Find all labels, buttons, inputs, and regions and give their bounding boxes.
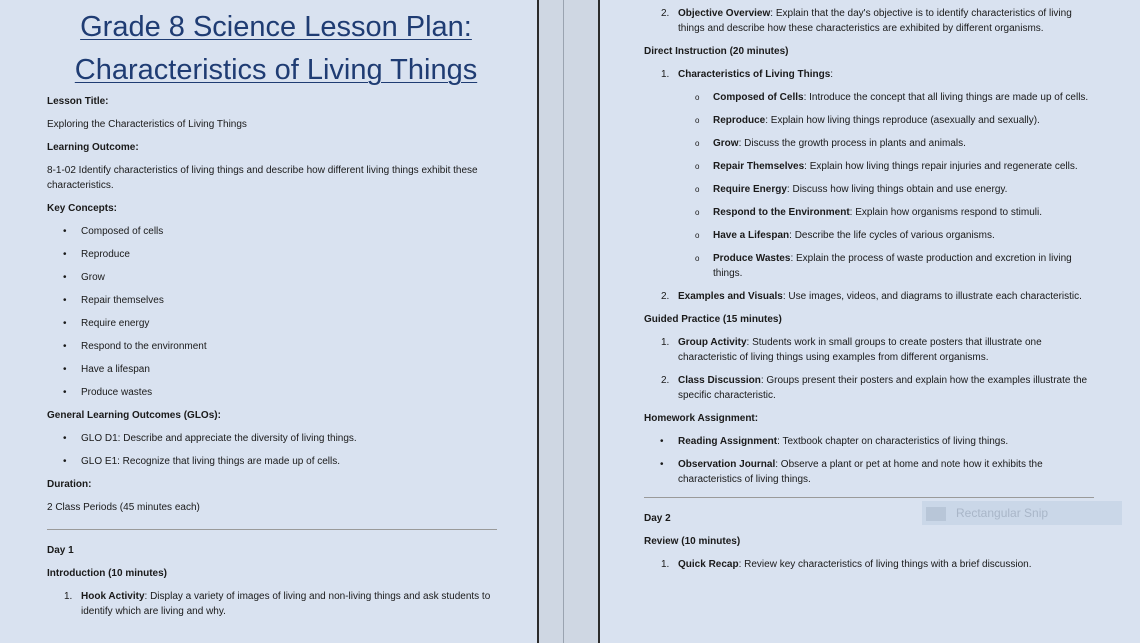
circle-bullet-icon: o [695, 139, 700, 148]
item-number: 1. [661, 69, 670, 80]
item-text: : Describe the life cycles of various organisms. [789, 230, 995, 241]
list-item: • Composed of cells [47, 224, 497, 239]
homework-label: Homework Assignment: [644, 413, 759, 424]
list-item [644, 67, 1094, 82]
direct-instruction-label: Direct Instruction (20 minutes) [644, 46, 789, 57]
list-item: • Produce wastes [47, 385, 497, 400]
key-concepts-list [47, 224, 497, 400]
review-list [644, 557, 1094, 572]
guided-practice-label: Guided Practice (15 minutes) [644, 314, 782, 325]
item-text: : Display a variety of images of living and non-living things and ask students to identify which are living and why. [81, 591, 491, 617]
lesson-title-label: Lesson Title: [47, 96, 109, 107]
item-text: : Introduce the concept that all living things are made up of cells. [803, 92, 1089, 103]
lesson-title-value: Exploring the Characteristics of Living Things [47, 119, 247, 130]
list-item [644, 251, 1094, 281]
guided-practice-list [644, 335, 1094, 403]
list-item [644, 373, 1094, 403]
list-item [644, 159, 1094, 174]
circle-bullet-icon: o [695, 185, 700, 194]
list-item [644, 434, 1094, 449]
list-item [644, 205, 1094, 220]
list-item: • Require energy [47, 316, 497, 331]
list-item [644, 335, 1094, 365]
item-bold-label: Quick Recap [678, 559, 739, 570]
item-number: 1. [661, 337, 670, 348]
list-item [644, 289, 1094, 304]
introduction-list [47, 589, 497, 619]
snip-icon [926, 507, 946, 521]
glos-list [47, 431, 497, 469]
item-number: 1. [64, 591, 73, 602]
duration-value: 2 Class Periods (45 minutes each) [47, 502, 200, 513]
direct-instruction-list [644, 67, 1094, 82]
list-item [644, 6, 1094, 36]
list-item: • GLO E1: Recognize that living things are made up of cells. [47, 454, 497, 469]
learning-outcome-value: 8-1-02 Identify characteristics of living things and describe how different living things exhibit these characteristics. [47, 165, 478, 191]
list-item [644, 182, 1094, 197]
duration-label: Duration: [47, 479, 92, 490]
list-item: • Repair themselves [47, 293, 497, 308]
snip-watermark [922, 501, 1122, 525]
list-item [644, 228, 1094, 243]
item-bold-label: Examples and Visuals [678, 291, 783, 302]
item-bold-label: Grow [713, 138, 739, 149]
circle-bullet-icon: o [695, 231, 700, 240]
item-text: : Discuss how living things obtain and use energy. [786, 184, 1008, 195]
list-item [644, 136, 1094, 151]
title-line-2: Characteristics of Living Things [74, 54, 478, 86]
item-bold-label: Repair Themselves [713, 161, 805, 172]
gutter-line [563, 0, 564, 643]
document-title [47, 6, 505, 92]
list-item: • Have a lifespan [47, 362, 497, 377]
list-item: • Reproduce [47, 247, 497, 262]
watermark-label: Rectangular Snip [956, 506, 1049, 520]
item-bold-label: Objective Overview [678, 8, 771, 19]
item-bold-label: Characteristics of Living Things [678, 69, 831, 80]
item-number: 2. [661, 375, 670, 386]
introduction-label: Introduction (10 minutes) [47, 568, 167, 579]
section-divider [644, 497, 1094, 498]
circle-bullet-icon: o [695, 162, 700, 171]
item-text: : Textbook chapter on characteristics of living things. [777, 436, 1009, 447]
review-label: Review (10 minutes) [644, 536, 741, 547]
circle-bullet-icon: o [695, 208, 700, 217]
item-number: 1. [661, 559, 670, 570]
list-item [644, 557, 1094, 572]
list-item: • GLO D1: Describe and appreciate the diversity of living things. [47, 431, 497, 446]
item-bold-label: Reproduce [713, 115, 766, 126]
key-concepts-label: Key Concepts: [47, 203, 118, 214]
direct-instruction-list-continued [644, 289, 1094, 304]
item-text: : Observe a plant or pet at home and note how it exhibits the characteristics of living things. [678, 459, 1043, 485]
page-gutter [539, 0, 598, 643]
item-bold-label: Class Discussion [678, 375, 761, 386]
item-text: : Explain that the day's objective is to identify characteristics of living things and describe how these characteristics are exhibited by different organisms. [678, 8, 1072, 34]
item-bold-label: Observation Journal [678, 459, 776, 470]
document-page-left [0, 0, 539, 643]
introduction-list-continued [644, 6, 1094, 36]
item-text: : Explain how organisms respond to stimuli. [849, 207, 1042, 218]
document-page-right [598, 0, 1140, 643]
item-text: : Explain how living things reproduce (asexually and sexually). [765, 115, 1040, 126]
item-text: : Students work in small groups to create posters that illustrate one characteristic of living things using examples from different organisms. [678, 337, 1042, 363]
list-item [644, 457, 1094, 487]
characteristics-sublist [644, 90, 1094, 281]
item-number: 2. [661, 291, 670, 302]
item-bold-label: Have a Lifespan [713, 230, 790, 241]
circle-bullet-icon: o [695, 93, 700, 102]
list-item: • Grow [47, 270, 497, 285]
item-text: : Groups present their posters and explain how the examples illustrate the specific characteristic. [678, 375, 1088, 401]
glos-label: General Learning Outcomes (GLOs): [47, 410, 221, 421]
item-text: : Explain the process of waste production and excretion in living things. [713, 253, 1072, 279]
item-text: : Review key characteristics of living things with a brief discussion. [738, 559, 1032, 570]
page-left-content [47, 6, 497, 627]
learning-outcome-label: Learning Outcome: [47, 142, 139, 153]
item-bold-label: Respond to the Environment [713, 207, 850, 218]
item-bold-label: Require Energy [713, 184, 787, 195]
list-item [47, 589, 497, 619]
list-item [644, 113, 1094, 128]
list-item: • Respond to the environment [47, 339, 497, 354]
section-divider [47, 529, 497, 530]
homework-list [644, 434, 1094, 487]
item-bold-label: Reading Assignment [678, 436, 778, 447]
item-text: : Use images, videos, and diagrams to illustrate each characteristic. [782, 291, 1082, 302]
day-2-heading: Day 2 [644, 513, 671, 524]
item-number: 2. [661, 8, 670, 19]
item-text: : Explain how living things repair injuries and regenerate cells. [804, 161, 1078, 172]
item-bold-label: Composed of Cells [713, 92, 804, 103]
list-item [644, 90, 1094, 105]
item-text: : Discuss the growth process in plants and animals. [738, 138, 966, 149]
item-bold-label: Group Activity [678, 337, 747, 348]
item-bold-label: Produce Wastes [713, 253, 791, 264]
title-line-1: Grade 8 Science Lesson Plan: [80, 11, 472, 43]
item-text: : [830, 69, 834, 80]
item-bold-label: Hook Activity [81, 591, 145, 602]
circle-bullet-icon: o [695, 254, 700, 263]
page-right-content [644, 6, 1094, 580]
circle-bullet-icon: o [695, 116, 700, 125]
day-1-heading: Day 1 [47, 545, 74, 556]
